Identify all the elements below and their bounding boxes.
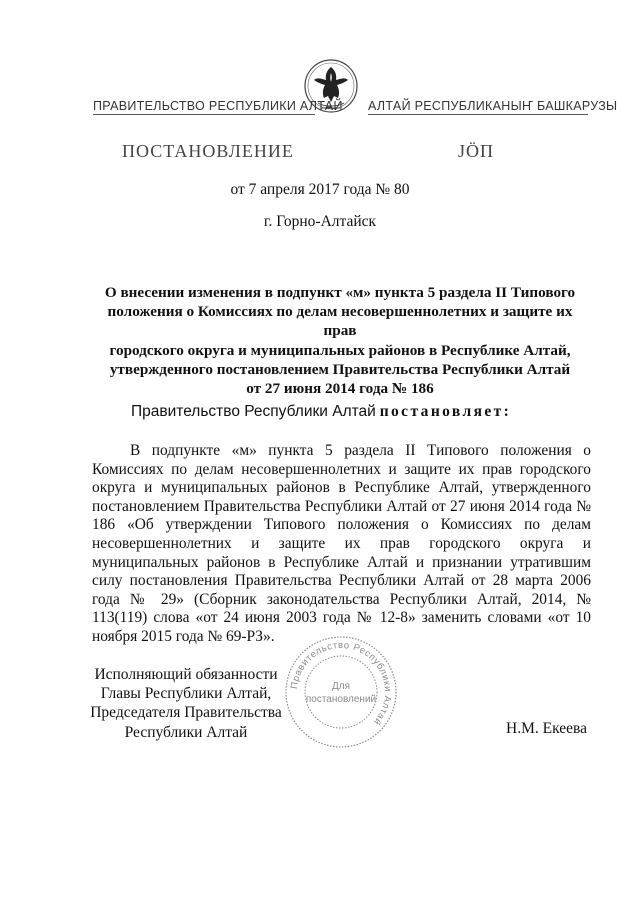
stamp-inner-line: постановлений <box>305 694 377 705</box>
header-left-rule <box>93 114 315 115</box>
round-seal-stamp-icon <box>283 634 399 750</box>
stamp-outer-text: Правительство Республики Алтай <box>289 639 394 728</box>
document-date: от 7 апреля 2017 года № 80 <box>230 181 410 198</box>
document-city: г. Горно-Алтайск <box>263 213 377 230</box>
body-paragraph: В подпункте «м» пункта 5 раздела II Типового положения о Комиссиях по делам несовершеннолетних и защите их прав городского округа и муниципальных районов в Республике Алтай, утвержденного постановлением Правительства Республики Алтай от 27 июня 2014 года № 186 «Об утверждении Типового положения о Комиссиях по делам несовершеннолетних и защите их прав городского округа и муниципальных районов в Республике Алтай и признании утратившим силу постановления Правительства Республики Алтай от 28 марта 2006 года № 29» (Сборник законодательства Республики Алтай, 2014, № 113(119) слова «от 24 июня 2003 года № 12-8» заменить словами «от 10 ноября 2015 года № 69-РЗ». <box>92 442 591 645</box>
signature-position-line: Главы Республики Алтай, <box>100 685 272 703</box>
signature-name: Н.М. Екеева <box>506 720 587 737</box>
signature-position-line: Исполняющий обязанности <box>94 666 278 683</box>
header-left-org: ПРАВИТЕЛЬСТВО РЕСПУБЛИКИ АЛТАЙ <box>93 99 343 113</box>
title-line: О внесении изменения в подпункт «м» пункта 5 раздела II Типового <box>104 284 576 301</box>
preamble-verb: постановляет: <box>379 403 512 420</box>
preamble-subject: Правительство Республики Алтай <box>131 403 376 420</box>
title-line: утвержденного постановлением Правительства Республики Алтай <box>109 360 571 378</box>
header-right-org: АЛТАЙ РЕСПУБЛИКАНЫҤ БАШКАРУЗЫ <box>368 99 618 113</box>
signature-position-line: Председателя Правительства <box>90 704 282 722</box>
doc-type-left: ПОСТАНОВЛЕНИЕ <box>122 141 294 161</box>
preamble <box>131 403 511 421</box>
header-right-rule <box>368 114 588 115</box>
title-line: городского округа и муниципальных районов в Республике Алтай, <box>109 341 571 359</box>
signature-position <box>86 665 286 742</box>
signature-position-line: Республики Алтай <box>124 723 248 741</box>
doc-type-right: JÖП <box>458 141 495 161</box>
title-line: положения о Комиссиях по делам несовершеннолетних и защите их прав <box>107 303 573 340</box>
stamp-inner-line: Для <box>331 681 351 692</box>
document-title <box>95 283 585 398</box>
title-line: от 27 июня 2014 года № 186 <box>246 380 434 398</box>
